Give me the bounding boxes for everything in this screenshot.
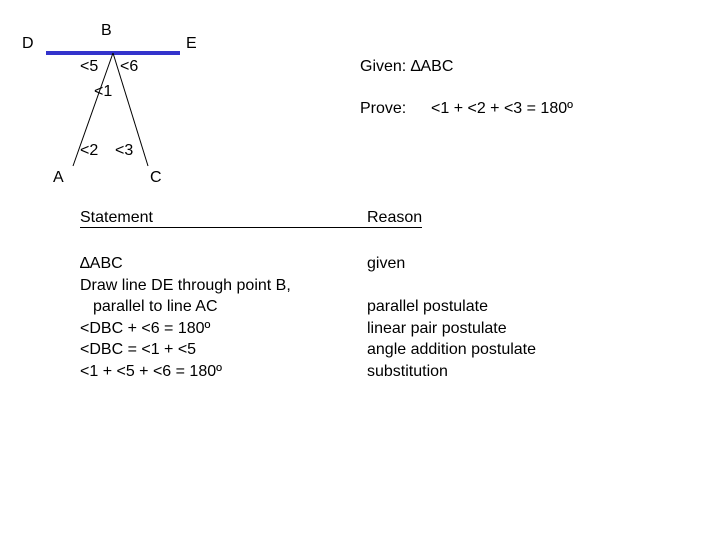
statements-column [80, 253, 291, 382]
given-line [360, 59, 453, 75]
angle-label-1: <1 [94, 83, 113, 100]
point-label-b: B [101, 22, 112, 39]
statement-header-label: Statement [80, 209, 153, 226]
angle-label-5: <5 [80, 58, 99, 75]
statement-row-2-cont: parallel to line AC [93, 298, 218, 315]
point-label-c: C [150, 169, 162, 186]
prove-value: <1 + <2 + <3 = 180º [431, 100, 573, 117]
statement-header [80, 209, 362, 228]
reason-row-3: linear pair postulate [367, 319, 507, 337]
given-value: ABC [420, 58, 454, 75]
reason-header [362, 209, 422, 228]
reason-row-spacer [367, 275, 536, 297]
reason-row-1: given [367, 255, 406, 272]
reason-row-2: parallel postulate [367, 298, 488, 315]
given-label: Given: [360, 58, 407, 75]
angle-label-3: <3 [115, 142, 134, 159]
angle-label-2: <2 [80, 142, 99, 159]
statement-row-3: <DBC + <6 = 180º [80, 319, 211, 337]
statement-row-1: ∆ABC [80, 255, 123, 272]
reason-header-label: Reason [367, 209, 423, 226]
statement-row-5: <1 + <5 + <6 = 180º [80, 362, 222, 380]
statement-row-4: <DBC = <1 + <5 [80, 341, 197, 358]
reason-row-4: angle addition postulate [367, 341, 537, 358]
prove-label: Prove: [360, 100, 407, 117]
point-label-d: D [22, 35, 34, 52]
point-label-a: A [53, 169, 64, 186]
triangle-symbol: ∆ [410, 58, 421, 75]
angle-label-6: <6 [120, 58, 139, 75]
statement-row-2: Draw line DE through point B, [80, 276, 291, 294]
point-label-e: E [186, 35, 197, 52]
reasons-column [367, 253, 536, 382]
reason-row-5: substitution [367, 362, 448, 380]
